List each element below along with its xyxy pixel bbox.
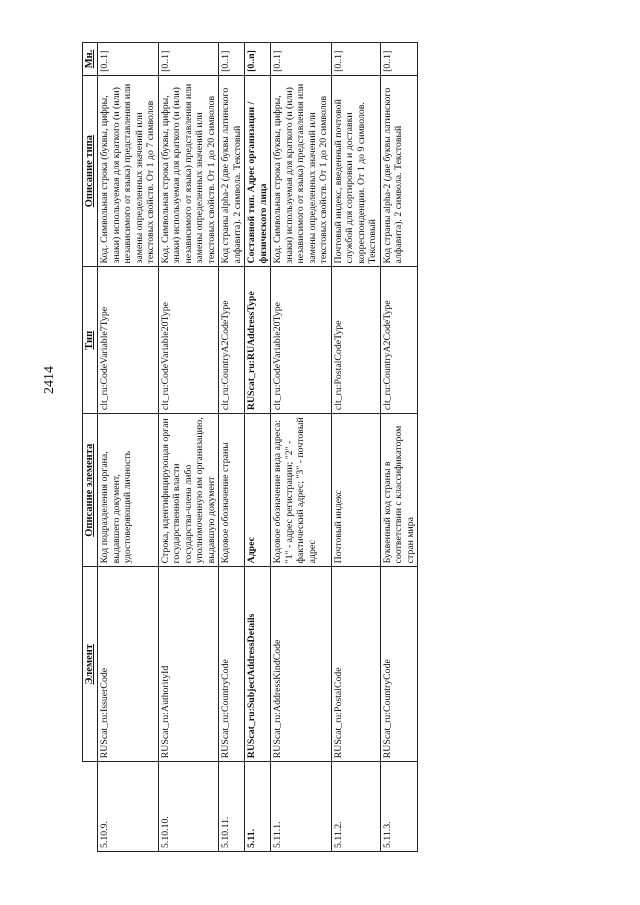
row-type-description: Почтовый индекс, введенный почтовой службой для сортировки и доставки корреспонденции. От 1 до 9 символов. Текстовый: [331, 75, 380, 267]
page-number: 2414: [42, 366, 57, 394]
row-type: clt_ru:CountryA2CodeType: [219, 267, 245, 414]
row-element: RUScat_ru:SubjectAddressDetails: [245, 567, 271, 762]
row-type-description: Код. Символьная строка (буквы, цифры, знаки) используемая для краткого (и (или) независимого от языка) представления или замены определенных значений или текстовых свойств. От 1 до 20 символов: [158, 75, 219, 267]
header-blank: [83, 762, 98, 852]
row-multiplicity: [0..1]: [158, 43, 219, 76]
row-multiplicity: [0..1]: [219, 43, 245, 76]
table-row: [158, 43, 219, 852]
row-element: RUScat_ru:IssuerCode: [98, 567, 159, 762]
row-multiplicity: [0..1]: [380, 43, 418, 76]
row-number: 5.11.: [245, 762, 271, 852]
rotated-table-container: [82, 42, 552, 852]
row-multiplicity: [0..n]: [245, 43, 271, 76]
row-type-description: Код. Символьная строка (буквы, цифры, знаки) используемая для краткого (и (или) независимого от языка) представления или замены определенных значений или текстовых свойств. От 1 до 20 символов: [271, 75, 332, 267]
row-type-description: Код. Символьная строка (буквы, цифры, знаки) используемая для краткого (и (или) независимого от языка) представления или замены определенных значений или текстовых свойств. От 1 до 7 символов: [98, 75, 159, 267]
row-type-description: Код страны alpha-2 (две буквы латинского алфавита). 2 символа. Текстовый: [380, 75, 418, 267]
header-element: Элемент: [83, 567, 98, 762]
row-element-description: Строка, идентифицирующая орган государственной власти государства-члена либо уполномоченную им организацию, выдавшую документ: [158, 414, 219, 567]
table-row: [98, 43, 159, 852]
row-element-description: Кодовое обозначение страны: [219, 414, 245, 567]
table-row: [271, 43, 332, 852]
table-row: [219, 43, 245, 852]
row-number: 5.11.3.: [380, 762, 418, 852]
row-type: clt_ru:CodeVariable7Type: [98, 267, 159, 414]
row-number: 5.10.10.: [158, 762, 219, 852]
row-type: clt_ru:CodeVariable20Type: [158, 267, 219, 414]
row-element: RUScat_ru:CountryCode: [380, 567, 418, 762]
elements-table: [82, 42, 418, 852]
row-element-description: Почтовый индекс: [331, 414, 380, 567]
row-element-description: Код подразделения органа, выдавшего документ, удостоверяющий личность: [98, 414, 159, 567]
header-multiplicity: Мн.: [83, 43, 98, 76]
row-element-description: Кодовое обозначение вида адреса: "1" - адрес регистрации; "2" - фактический адрес; "3" - почтовый адрес: [271, 414, 332, 567]
row-type-description: Код страны alpha-2 (две буквы латинского алфавита). 2 символа. Текстовый: [219, 75, 245, 267]
row-multiplicity: [0..1]: [331, 43, 380, 76]
row-number: 5.10.11.: [219, 762, 245, 852]
header-element-description: Описание элемента: [83, 414, 98, 567]
row-type-description: Составной тип. Адрес организации / физического лица: [245, 75, 271, 267]
row-number: 5.10.9.: [98, 762, 159, 852]
row-type: clt_ru:CodeVariable20Type: [271, 267, 332, 414]
table-row: [331, 43, 380, 852]
row-element: RUScat_ru:AddressKindCode: [271, 567, 332, 762]
row-element-description: Адрес: [245, 414, 271, 567]
row-element: RUScat_ru:CountryCode: [219, 567, 245, 762]
row-type: clt_ru:CountryA2CodeType: [380, 267, 418, 414]
header-type: Тип: [83, 267, 98, 414]
row-element: RUScat_ru:AuthorityId: [158, 567, 219, 762]
row-element: RUScat_ru:PostalCode: [331, 567, 380, 762]
row-number: 5.11.2.: [331, 762, 380, 852]
row-number: 5.11.1.: [271, 762, 332, 852]
header-type-description: Описание типа: [83, 75, 98, 267]
table-row: [380, 43, 418, 852]
header-row: [83, 43, 98, 852]
table-row: [245, 43, 271, 852]
row-element-description: Буквенный код страны в соответствии с классификатором стран мира: [380, 414, 418, 567]
row-multiplicity: [0..1]: [98, 43, 159, 76]
row-multiplicity: [0..1]: [271, 43, 332, 76]
row-type: RUScat_ru:RUAddressType: [245, 267, 271, 414]
row-type: clt_ru:PostalCodeType: [331, 267, 380, 414]
